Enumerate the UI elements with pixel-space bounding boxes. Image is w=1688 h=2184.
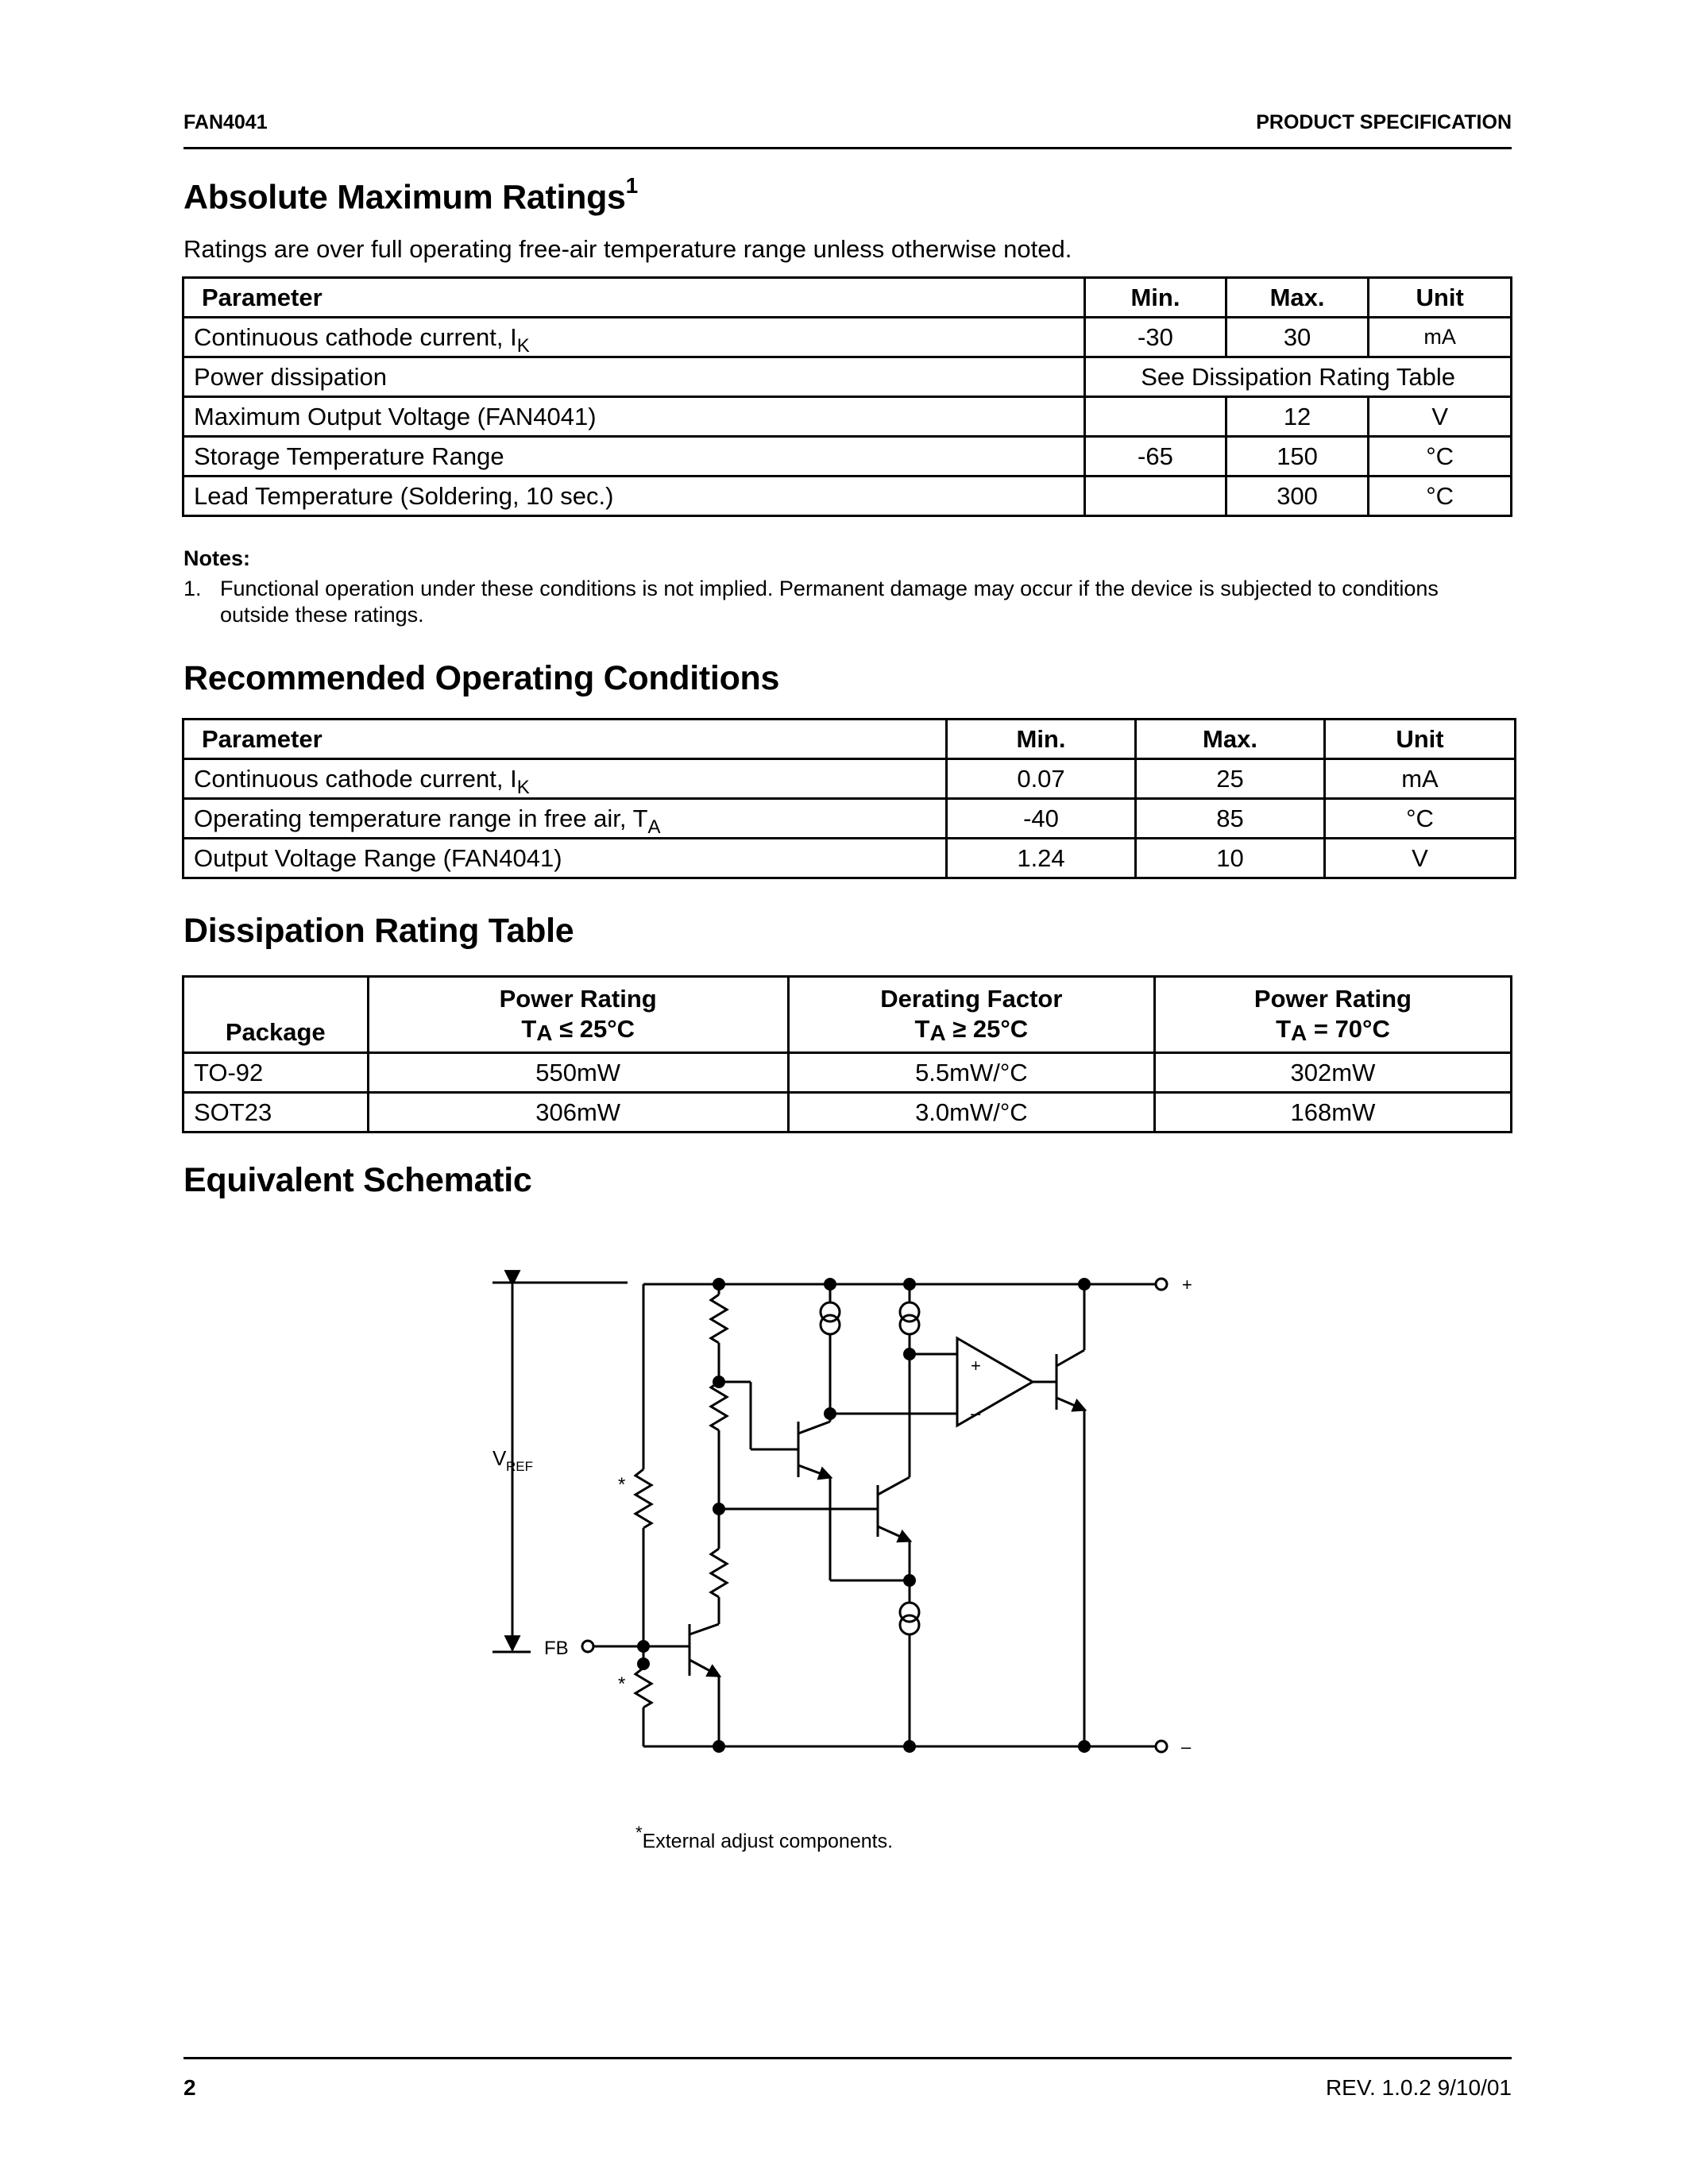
col-min: Min.	[1085, 278, 1226, 318]
col-parameter: Parameter	[183, 278, 1085, 318]
abs-max-subtitle: Ratings are over full operating free-air temperature range unless otherwise noted.	[183, 235, 1072, 263]
cell-min: -30	[1085, 318, 1226, 357]
dissipation-table	[182, 975, 1512, 1133]
cell-unit: mA	[1324, 759, 1515, 799]
table-header-row	[183, 977, 1512, 1053]
table-row	[183, 1053, 1512, 1093]
resistor-external-bottom	[635, 1668, 651, 1707]
resistor-r3	[711, 1549, 727, 1597]
table-header-row	[183, 278, 1512, 318]
cell-parameter: Output Voltage Range (FAN4041)	[183, 839, 947, 878]
col-unit: Unit	[1369, 278, 1512, 318]
table-row	[183, 1093, 1512, 1133]
col-unit: Unit	[1324, 720, 1515, 759]
col-parameter: Parameter	[183, 720, 947, 759]
cell-parameter: Continuous cathode current, $I_K$	[183, 759, 947, 799]
dissipation-title: Dissipation Rating Table	[183, 912, 574, 950]
cell-max: 12	[1226, 397, 1369, 437]
terminal-minus	[1156, 1741, 1167, 1752]
equivalent-schematic	[477, 1239, 1207, 1787]
abs-max-title-note: 1	[625, 173, 638, 198]
cell-parameter: Continuous cathode current, $I_K$	[183, 318, 1085, 357]
cell-unit: °C	[1324, 799, 1515, 839]
cell-parameter: Maximum Output Voltage (FAN4041)	[183, 397, 1085, 437]
table-row	[183, 397, 1512, 437]
cell-span-note: See Dissipation Rating Table	[1085, 357, 1512, 397]
label-minus: –	[1181, 1737, 1192, 1757]
cell-min	[1085, 397, 1226, 437]
cell-max: 85	[1136, 799, 1325, 839]
cell-max: 10	[1136, 839, 1325, 878]
note-text: Functional operation under these conditions is not implied. Permanent damage may occur if the device is subjected to conditions outside these ratings.	[220, 577, 1439, 627]
table-header-row	[183, 720, 1516, 759]
page-number: 2	[183, 2075, 196, 2100]
terminal-fb	[582, 1641, 593, 1652]
cell-min: -40	[947, 799, 1136, 839]
label-plus: +	[1182, 1275, 1192, 1295]
opamp-plus-label: +	[971, 1356, 981, 1376]
table-row	[183, 318, 1512, 357]
schematic-title: Equivalent Schematic	[183, 1161, 532, 1199]
cell-power-25: 550mW	[368, 1053, 788, 1093]
col-power-rating-25: Power Rating TA ≤ 25°C	[368, 977, 788, 1053]
resistor-r1	[711, 1295, 727, 1343]
table-row	[183, 357, 1512, 397]
rec-op-title: Recommended Operating Conditions	[183, 659, 780, 697]
col-min: Min.	[947, 720, 1136, 759]
note-number: 1.	[183, 577, 202, 600]
cell-package: TO-92	[183, 1053, 369, 1093]
cell-unit: V	[1369, 397, 1512, 437]
cell-max: 30	[1226, 318, 1369, 357]
header-part-number: FAN4041	[183, 111, 268, 133]
terminal-plus	[1156, 1279, 1167, 1290]
table-row	[183, 839, 1516, 878]
cell-unit: V	[1324, 839, 1515, 878]
header-rule	[183, 147, 1512, 149]
col-max: Max.	[1226, 278, 1369, 318]
cell-min	[1085, 477, 1226, 516]
revision: REV. 1.0.2 9/10/01	[1325, 2075, 1512, 2100]
cell-power-25: 306mW	[368, 1093, 788, 1133]
cell-power-70: 302mW	[1154, 1053, 1511, 1093]
cell-unit: °C	[1369, 477, 1512, 516]
label-vref: V	[492, 1446, 507, 1470]
rec-op-table	[182, 718, 1516, 879]
cell-derating: 5.5mW/°C	[788, 1053, 1154, 1093]
cell-max: 300	[1226, 477, 1369, 516]
cell-unit: °C	[1369, 437, 1512, 477]
col-max: Max.	[1136, 720, 1325, 759]
cell-min: 1.24	[947, 839, 1136, 878]
abs-max-title: Absolute Maximum Ratings$^1$	[183, 173, 638, 217]
table-row	[183, 759, 1516, 799]
cell-package: SOT23	[183, 1093, 369, 1133]
label-fb: FB	[544, 1638, 569, 1659]
cell-min: 0.07	[947, 759, 1136, 799]
table-row	[183, 799, 1516, 839]
opamp-minus-label: –	[971, 1403, 981, 1423]
col-package: Package	[183, 977, 369, 1053]
table-row	[183, 437, 1512, 477]
resistor-r2	[711, 1382, 727, 1430]
notes-title: Notes:	[183, 546, 251, 570]
cell-unit: mA	[1369, 318, 1512, 357]
cell-parameter: Operating temperature range in free air, $T_A$	[183, 799, 947, 839]
label-star-top: *	[618, 1474, 626, 1495]
cell-max: 150	[1226, 437, 1369, 477]
cell-derating: 3.0mW/°C	[788, 1093, 1154, 1133]
cell-max: 25	[1136, 759, 1325, 799]
resistor-external-top	[635, 1469, 651, 1528]
cell-parameter: Lead Temperature (Soldering, 10 sec.)	[183, 477, 1085, 516]
col-power-rating-70: Power Rating TA = 70°C	[1154, 977, 1511, 1053]
junction-dots	[637, 1278, 1091, 1753]
cell-parameter: Storage Temperature Range	[183, 437, 1085, 477]
table-row	[183, 477, 1512, 516]
opamp-triangle	[957, 1338, 1033, 1426]
footer-rule	[183, 2057, 1512, 2059]
header-doc-type: PRODUCT SPECIFICATION	[1256, 111, 1512, 133]
cell-min: -65	[1085, 437, 1226, 477]
label-vref-sub: REF	[506, 1459, 533, 1474]
cell-power-70: 168mW	[1154, 1093, 1511, 1133]
col-derating-factor: Derating Factor TA ≥ 25°C	[788, 977, 1154, 1053]
cell-parameter: Power dissipation	[183, 357, 1085, 397]
label-star-bottom: *	[618, 1673, 626, 1695]
abs-max-table	[182, 276, 1512, 517]
schematic-caption: *External adjust components.	[635, 1823, 894, 1853]
